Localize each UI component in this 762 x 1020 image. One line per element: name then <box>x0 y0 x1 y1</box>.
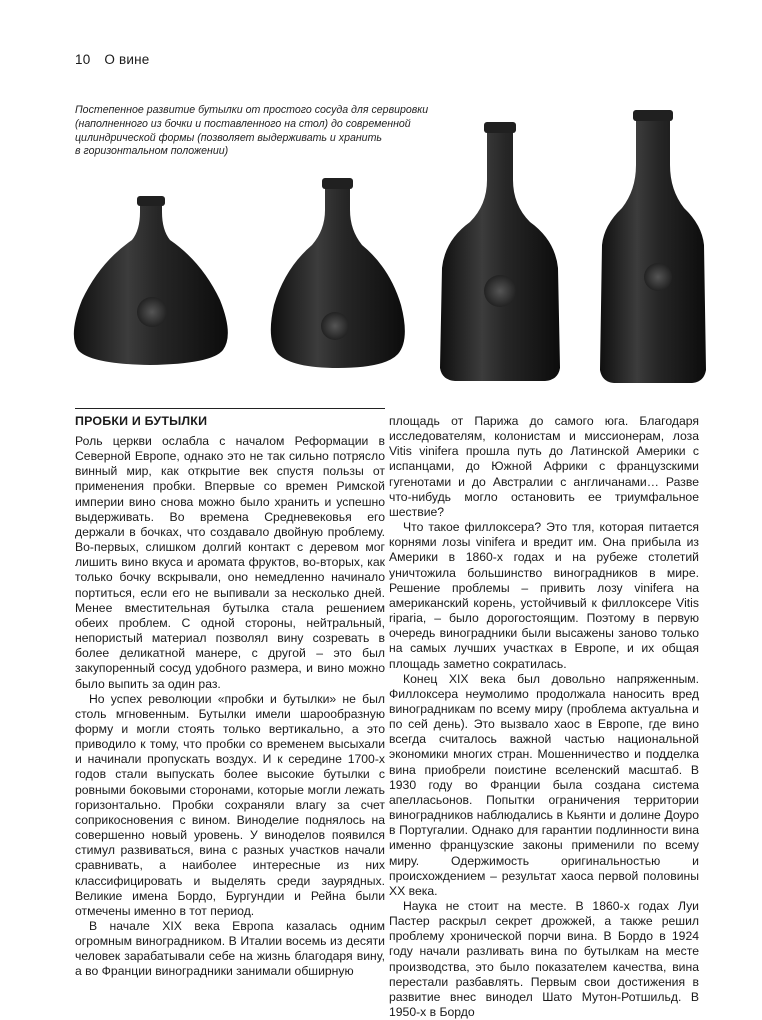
paragraph: В начале XIX века Европа казалась одним огромным виноградником. В Италии восемь из десяти человек зарабатывали себе на жизнь благодаря вину, а во Франции виноградники занимали обширную <box>75 919 385 979</box>
section-heading: ПРОБКИ И БУТЫЛКИ <box>75 414 208 428</box>
seal-icon <box>644 263 672 291</box>
bottle-cylinder-4 <box>600 110 706 383</box>
caption-line: цилиндрической формы (позволяет выдерживать и хранить <box>75 131 382 144</box>
paragraph: Роль церкви ослабла с началом Реформации в Северной Европе, однако это не так сильно потрясло винный мир, как открытие век спустя пользы от применения пробки. Впервые со времен Римской империи вино снова можно было хранить и успешно выдерживать. Во времена Средневековья его держали в бочках, что создавало двойную проблему. Во-первых, слишком долгий контакт с деревом мог лишить вино вкуса и аромата фруктов, во-вторых, как только бочку вскрывали, оно немедленно начинало портиться, если его не выпивали за несколько дней. Менее вместительная бутылка стала решением обеих проблем. С одной стороны, нейтральный, непористый материал позволял вину созревать в более деликатной манере, с другой – это был закупоренный сосуд удобного размера, и вино можно было выпить за один раз. <box>75 434 385 691</box>
paragraph: Конец XIX века был довольно напряженным. Филлоксера неумолимо продолжала наносить вред виноградникам по всему миру (проблема актуальна и по сей день). Это вызвало хаос в Европе, где вино всегда считалось важной частью национальной экономики многих стран. Мошенничество и подделка вина приобрели поистине вселенский масштаб. В 1930 году во Франции была создана система апелласьонов. Попытки ограничения территории виноградников наблюдались в Кьянти и долине Доуро в Португалии. Однако для гарантии подлинности вина именно французские законы применили по всему миру. Одержимость оригинальностью и происхождением – результат хаоса первой половины XX века. <box>389 671 699 898</box>
paragraph: Наука не стоит на месте. В 1860-х годах Луи Пастер раскрыл секрет дрожжей, а также решил проблему хронической порчи вина. В Бордо в 1924 году начали разливать вина по бутылкам на месте производства, это было показателем качества, вина перестали разбавлять. Первым свои достижения в развитие внес винодел Шато Мутон-Ротшильд. В 1950-х в Бордо <box>389 899 699 1020</box>
seal-icon <box>484 275 516 307</box>
paragraph: Что такое филлоксера? Это тля, которая питается корнями лозы vinifera и вредит им. Она прибыла из Америки в 1860-х годах и на рубеже столетий уничтожила большинство виноградников в мире. Решение проблемы – привить лозу vinifera на американский корень, устойчивый к филлоксере Vitis riparia, – было дорогостоящим. Поэтому в первую очередь виноградники были высажены заново только на самых лучших участках в Европе, и их общая площадь заметно сократилась. <box>389 520 699 671</box>
page-number: 10 <box>75 52 91 67</box>
seal-icon <box>137 297 167 327</box>
paragraph: Но успех революции «пробки и бутылки» не был столь мгновенным. Бутылки имели шарообразную форму и могли стоять только вертикально, а это приводило к тому, что пробки со временем высыхали и начинали пропускать воздух. И к середине 1700-х годов стали выпускать более высокие бутылки с ровными боковыми сторонами, которые могли лежать горизонтально. Пробки сохраняли влагу за счет соприкосновения с вином. Виноделие поднялось на совершенно новый уровень. У виноделов появился стимул развиваться, вина с разных участков начали сравнивать, а наиболее интересные из них классифицировать и выделять среди заурядных. Великие имена Бордо, Бургундии и Рейна были отмечены именно в тот период. <box>75 691 385 918</box>
bottle-mallet-3 <box>440 122 560 381</box>
caption-line: Постепенное развитие бутылки от простого сосуда для сервировки <box>75 104 429 116</box>
text-column-left <box>75 414 385 980</box>
caption-line: в горизонтальном положении) <box>75 145 229 158</box>
text-column-right <box>389 414 699 1020</box>
section-rule <box>75 408 385 409</box>
caption-line: (наполненного из бочки и поставленного на стол) до современной <box>75 117 411 130</box>
bottle-onion-2 <box>271 178 405 368</box>
bottle-evolution-photo <box>0 0 762 400</box>
seal-icon <box>321 312 349 340</box>
bottle-onion-1 <box>74 196 228 365</box>
paragraph: площадь от Парижа до самого юга. Благодаря исследователям, колонистам и миссионерам, лоза Vitis vinifera прошла путь до Латинской Америки с испанцами, до Южной Африки с французскими гугенотами и до Австралии с англичанами… Разве что-нибудь могло остановить ее триумфальное шествие? <box>389 414 699 519</box>
section-title: О вине <box>104 52 150 67</box>
